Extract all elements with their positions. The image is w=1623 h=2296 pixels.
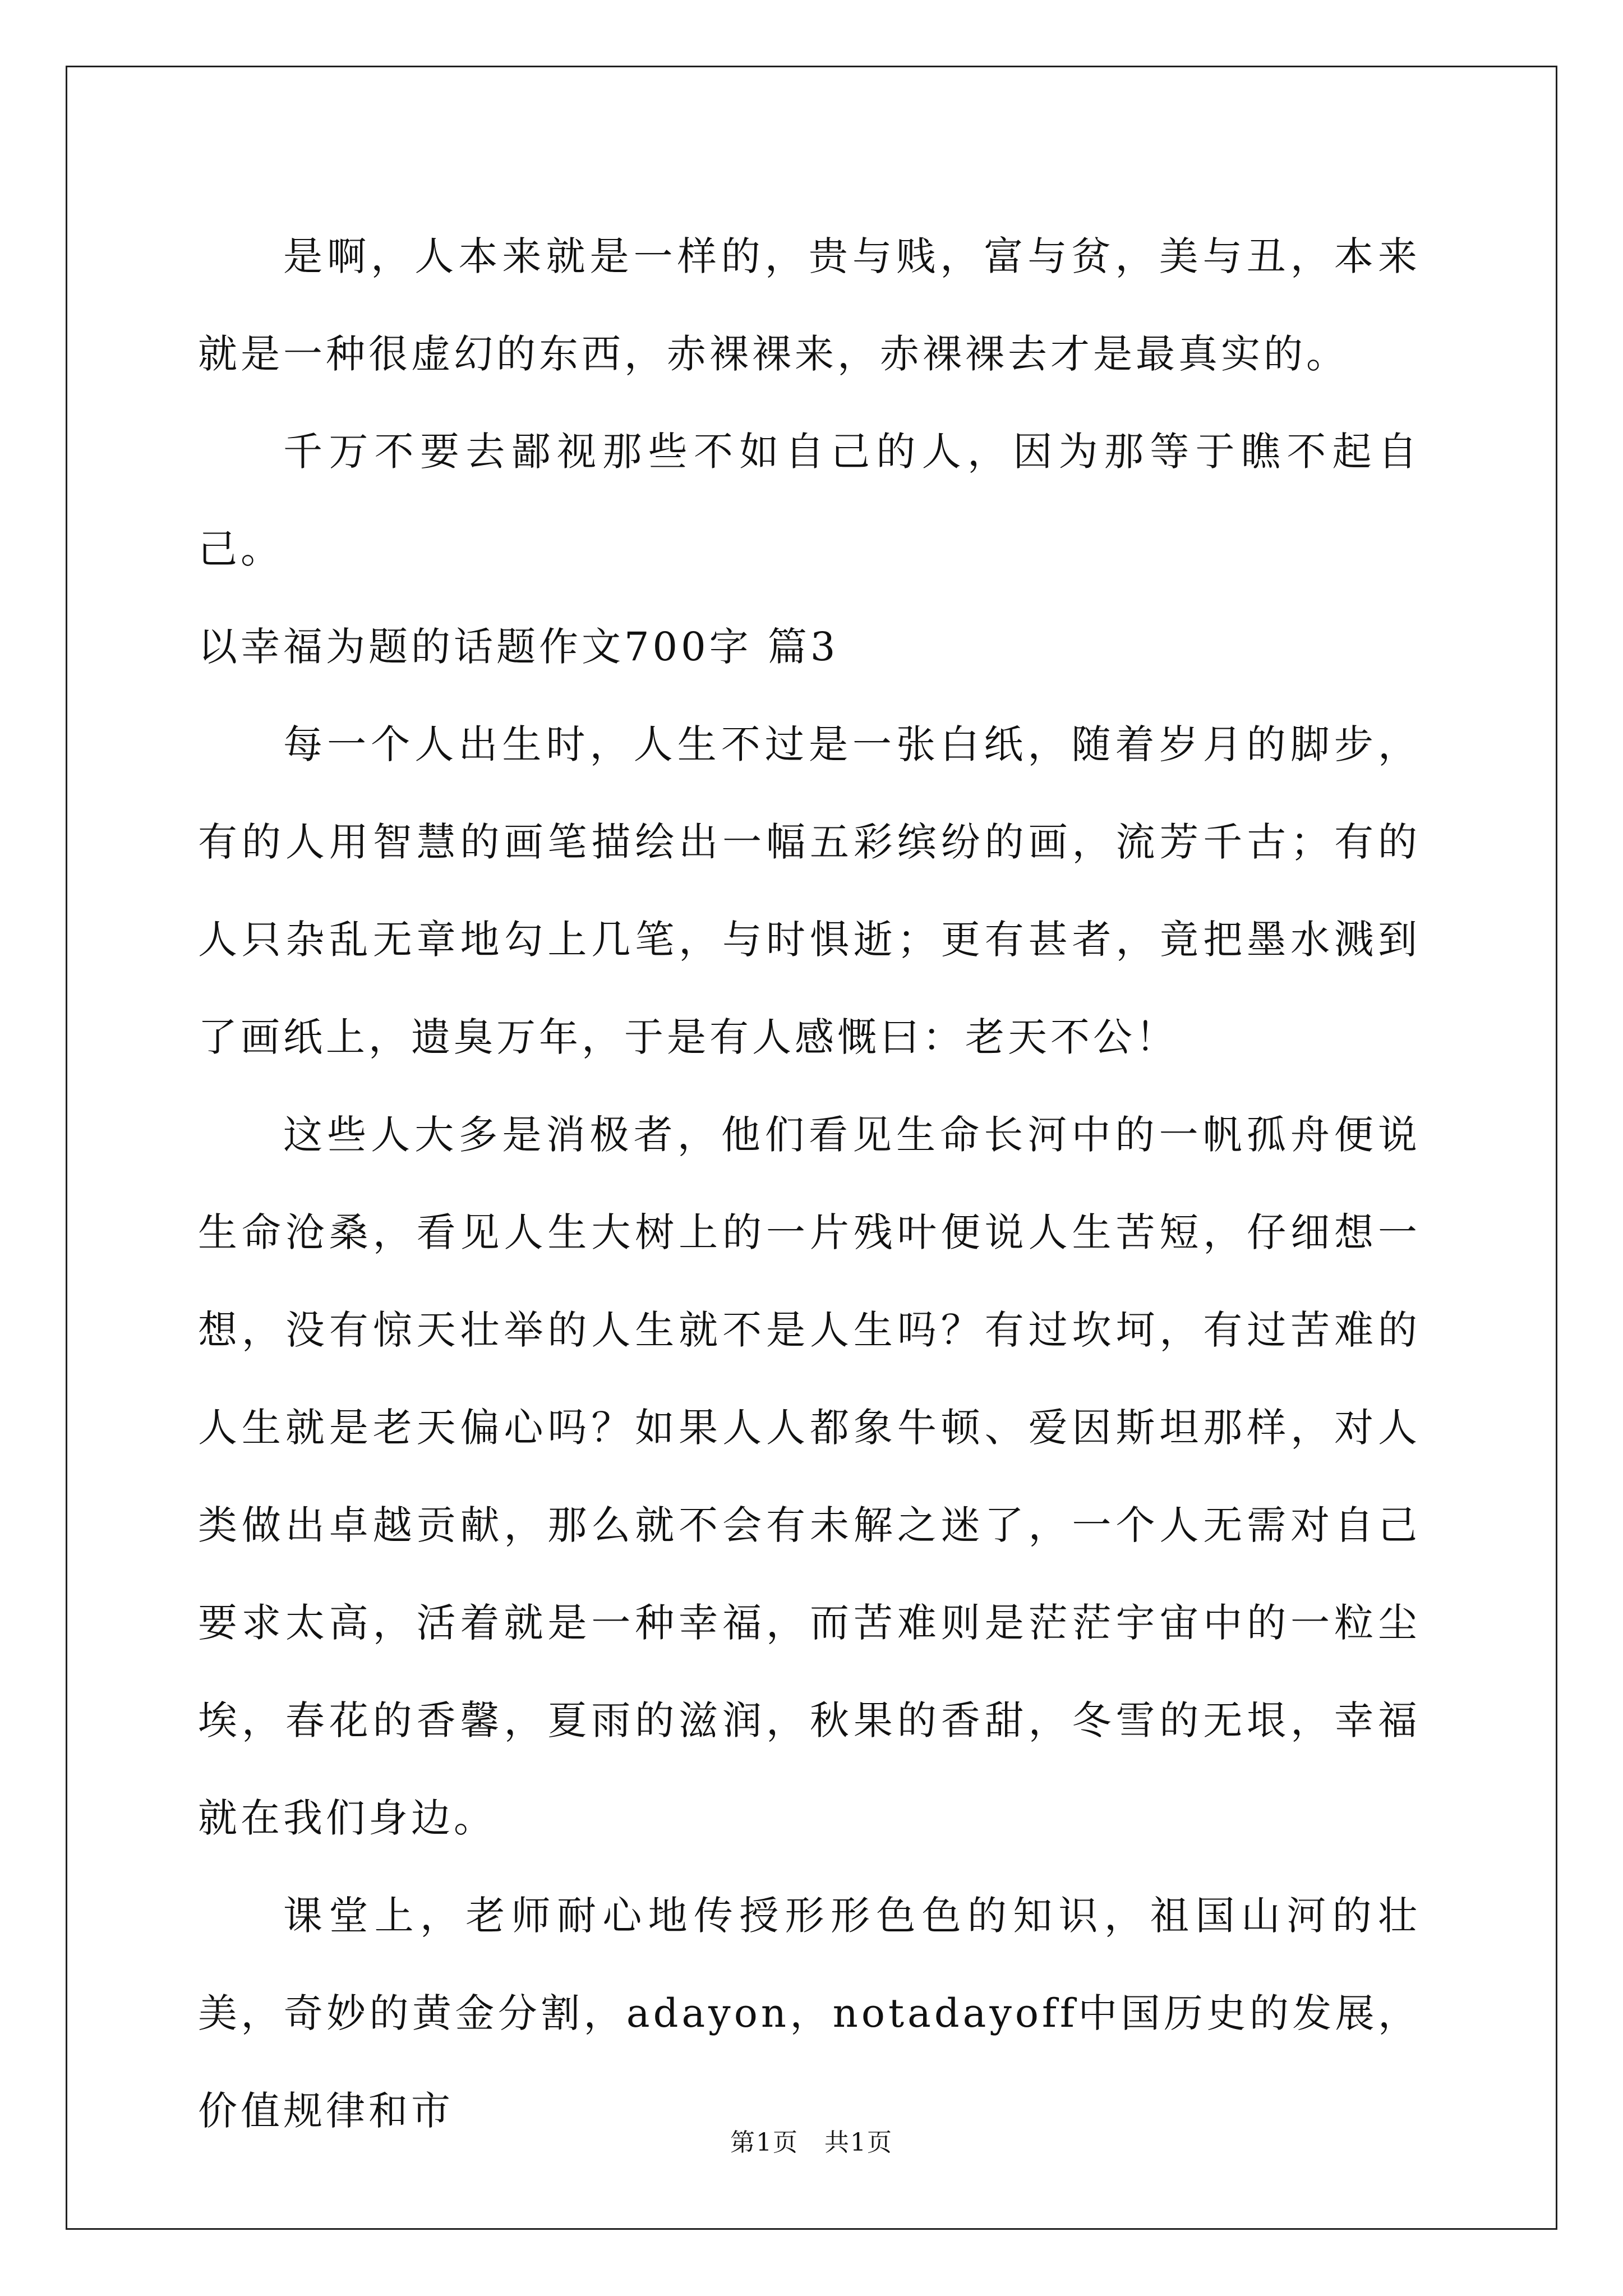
page-footer: 第1页 共1页 <box>730 2128 893 2157</box>
document-body <box>198 208 1421 2160</box>
paragraph-1: 是啊，人本来就是一样的，贵与贱，富与贫，美与丑，本来就是一种很虚幻的东西，赤裸裸来，赤裸裸去才是最真实的。 <box>198 233 1421 377</box>
paragraph-5: 课堂上，老师耐心地传授形形色色的知识，祖国山河的壮美，奇妙的黄金分割，adayon，notadayoff中国历史的发展，价值规律和市 <box>198 1893 1421 2134</box>
section-heading: 以幸福为题的话题作文700字 篇3 <box>198 624 839 670</box>
paragraph-2: 千万不要去鄙视那些不如自己的人，因为那等于瞧不起自己。 <box>198 429 1421 572</box>
paragraph-4: 这些人大多是消极者，他们看见生命长河中的一帆孤舟便说生命沧桑，看见人生大树上的一片残叶便说人生苦短，仔细想一想，没有惊天壮举的人生就不是人生吗？有过坎坷，有过苦难的人生就是老天偏心吗？如果人人都象牛顿、爱因斯坦那样，对人类做出卓越贡献，那么就不会有未解之迷了，一个人无需对自己要求太高，活着就是一种幸福，而苦难则是茫茫宇宙中的一粒尘埃，春花的香馨，夏雨的滋润，秋果的香甜，冬雪的无垠，幸福就在我们身边。 <box>198 1112 1421 1841</box>
paragraph-3: 每一个人出生时，人生不过是一张白纸，随着岁月的脚步，有的人用智慧的画笔描绘出一幅五彩缤纷的画，流芳千古；有的人只杂乱无章地勾上几笔，与时惧逝；更有甚者，竟把墨水溅到了画纸上，遗臭万年，于是有人感慨曰：老天不公！ <box>198 721 1421 1060</box>
